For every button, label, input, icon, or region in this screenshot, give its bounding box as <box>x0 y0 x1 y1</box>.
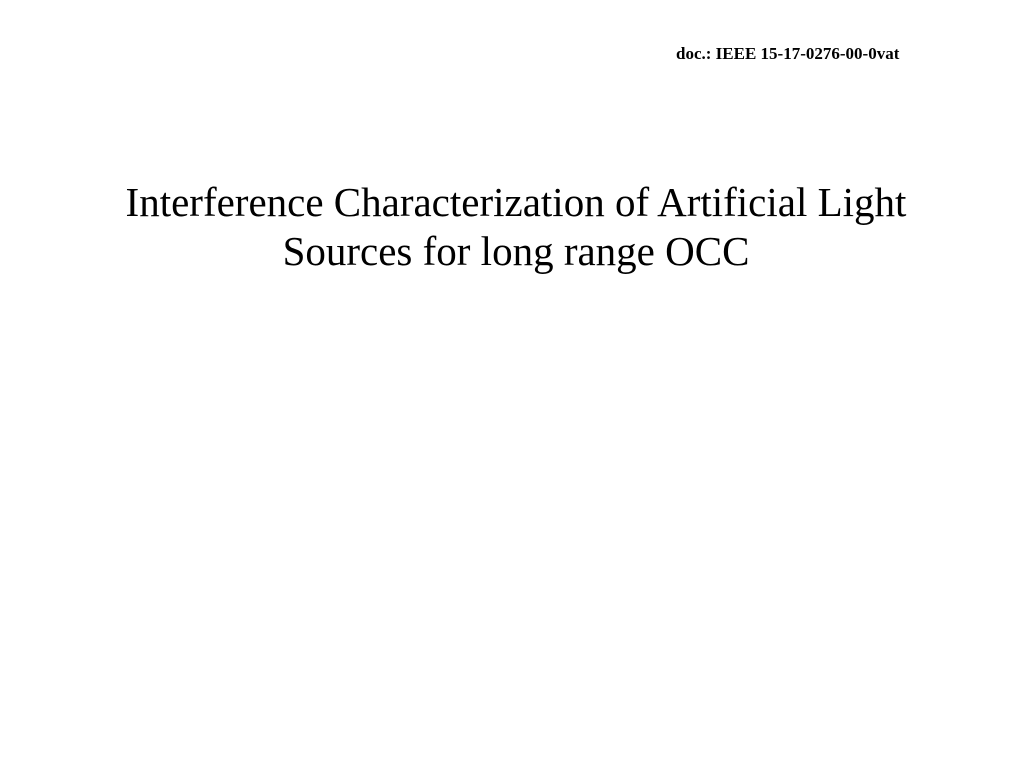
title-line-2: Sources for long range OCC <box>282 228 750 274</box>
document-id: doc.: IEEE 15-17-0276-00-0vat <box>676 44 900 63</box>
slide-title <box>0 178 1024 276</box>
title-line-1: Interference Characterization of Artificial Light <box>125 179 907 225</box>
